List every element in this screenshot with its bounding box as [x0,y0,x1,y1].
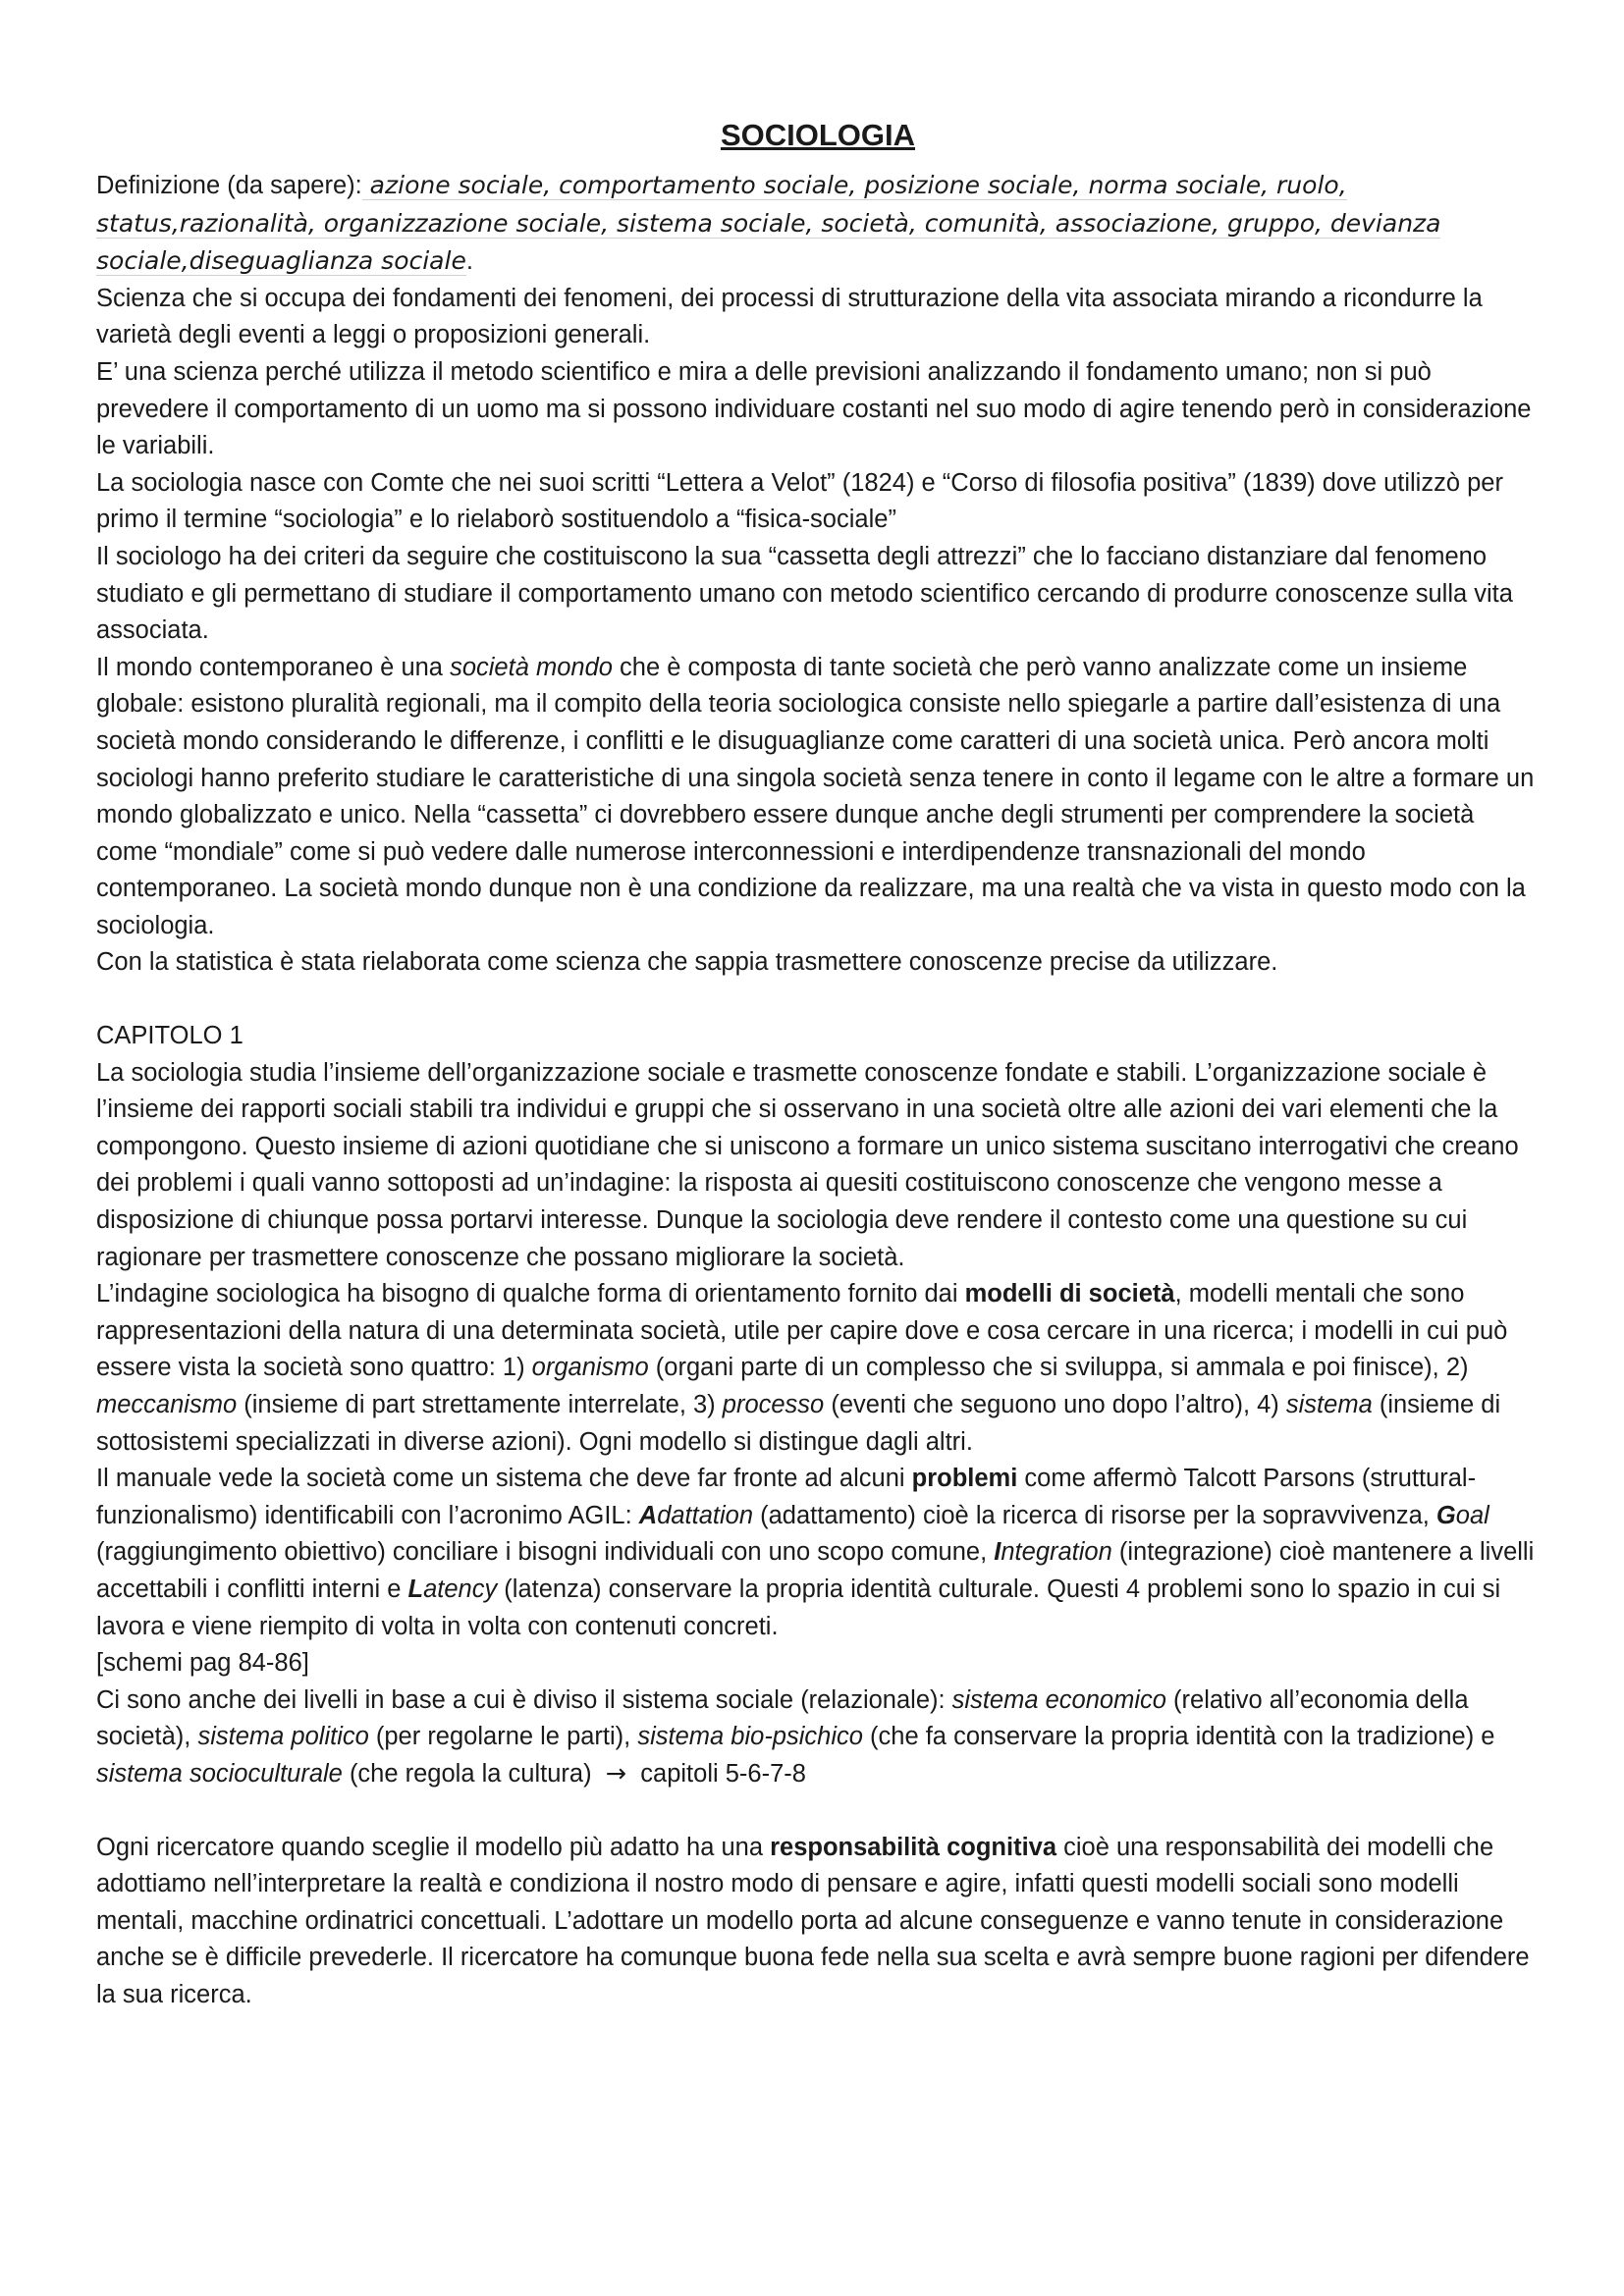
agil-letter: G [1435,1501,1456,1529]
text-run: (adattamento) cioè la ricerca di risorse per la sopravvivenza, [753,1501,1436,1529]
definition-terms: azione sociale, comportamento sociale, posizione sociale, norma sociale, ruolo, status,razionalità, organizzazione sociale, sistema sociale, società, comunità, associazione, gruppo, devianza sociale,diseguaglianza sociale [96,171,1441,276]
text-run: Ogni ricercatore quando sceglie il modello più adatto ha una [96,1833,771,1861]
agil-letter: L [407,1575,424,1603]
chapter-heading: CAPITOLO 1 [96,1022,244,1050]
text-run: (eventi che seguono uno dopo l’altro), 4) [824,1391,1286,1418]
bold-term: modelli di società [964,1280,1175,1308]
italic-term: ntegration [1001,1538,1112,1567]
text-run: (latenza) conservare la propria identità culturale. Questi 4 problemi sono lo spazio in cui si lavora e viene riempito di volta in volta con contenuti concreti. [96,1575,1501,1640]
responsabilita-paragraph [96,1830,1540,2014]
text-run: Il manuale vede la società come un sistema che deve far fronte ad alcuni [96,1465,912,1493]
text-run: (che fa conservare la propria identità con la tradizione) e [862,1723,1495,1751]
text-run: (insieme di part strettamente interrelate, 3) [237,1391,723,1418]
mondo-text-pre: Il mondo contemporaneo è una [96,653,451,681]
italic-term: processo [722,1391,825,1418]
mondo-paragraph [96,650,1540,945]
italic-term: sistema politico [197,1723,369,1751]
italic-term: dattation [657,1501,754,1529]
text-run: (raggiungimento obiettivo) conciliare i bisogni individuali con uno scopo comune, [96,1538,995,1567]
schemi-reference: [schemi pag 84-86] [96,1649,309,1678]
chapter-paragraph-1: La sociologia studia l’insieme dell’organizzazione sociale e trasmette conoscenze fondate e stabili. L’organizzazione sociale è l’insieme dei rapporti sociali stabili tra individui e gruppi che si osservano in una società oltre alle azioni dei vari elementi che la compongono. Questo insieme di azioni quotidiane che si uniscono a formare un unico sistema suscitano interrogativi che creano dei problemi i quali vanno sottoposti ad un’indagine: la risposta ai quesiti costituiscono conoscenze che vengono messe a disposizione di chiunque possa portarvi interesse. Dunque la sociologia deve rendere il contesto come una questione su cui ragionare per trasmettere conoscenze che possano migliorare la società. [96,1058,1519,1271]
intro-paragraph-1: Scienza che si occupa dei fondamenti dei fenomeni, dei processi di strutturazione della vita associata mirando a ricondurre la varietà degli eventi a leggi o proposizioni generali. [96,284,1483,349]
text-run: come affermò Talcott Parsons (struttural-funzionalismo) identificabili con l’acronimo AGIL: [96,1465,1477,1529]
document-page [96,116,1540,2014]
text-run: L’indagine sociologica ha bisogno di qualche forma di orientamento fornito dai [96,1280,965,1308]
definition-label: Definizione (da sapere): [96,172,362,199]
text-run: (per regolarne le parti), [368,1723,638,1751]
italic-term: atency [423,1575,498,1603]
agil-paragraph [96,1461,1540,1682]
text-run: (organi parte di un complesso che si sviluppa, si ammala e poi finisce), 2) [648,1354,1469,1382]
livelli-paragraph [96,1682,1540,1793]
text-run: (integrazione) cioè mantenere a livelli accettabili i conflitti interni e [96,1538,1535,1603]
intro-paragraph-2: E’ una scienza perché utilizza il metodo scientifico e mira a delle previsioni analizzando il fondamento umano; non si può prevedere il comportamento di un uomo ma si possono individuare costanti nel suo modo di agire tenendo però in considerazione le variabili. [96,357,1532,460]
agil-letter: I [994,1538,1001,1567]
italic-term: organismo [531,1354,649,1382]
italic-term: sistema economico [951,1685,1166,1714]
text-run: capitoli 5-6-7-8 [626,1759,806,1788]
bold-term: responsabilità cognitiva [770,1833,1057,1861]
agil-letter: A [638,1501,658,1529]
text-run: (relativo all’economia della società), [96,1685,1469,1751]
text-run: cioè una responsabilità dei modelli che adottiamo nell’interpretare la realtà e condiziona il nostro modo di pensare e agire, infatti questi modelli sociali sono modelli mentali, macchine ordinatrici concettuali. L’adottare un modello porta ad alcune conseguenze e vanno tenute in considerazione anche se è difficile prevederle. Il ricercatore ha comunque buona fede nella sua scelta e avrà sempre buone ragioni per difendere la sua ricerca. [96,1833,1530,2008]
mondo-text-post: che è composta di tante società che però vanno analizzate come un insieme globale: esistono pluralità regionali, ma il compito della teoria sociologica consiste nello spiegarle a partire dall’esistenza di una società mondo considerando le differenze, i conflitti e le disuguaglianze come caratteri di una società unica. Però ancora molti sociologi hanno preferito studiare le caratteristiche di una singola società senza tenere in conto il legame con le altre a formare un mondo globalizzato e unico. Nella “cassetta” ci dovrebbero essere dunque anche degli strumenti per comprendere la società come “mondiale” come si può vedere dalle numerose interconnessioni e interdipendenze transnazionali del mondo contemporaneo. La società mondo dunque non è una condizione da realizzare, ma una realtà che va vista in questo modo con la sociologia. [96,653,1535,939]
italic-term: sistema [1285,1391,1373,1418]
italic-term: sistema socioculturale [96,1759,343,1788]
statistica-paragraph: Con la statistica è stata rielaborata come scienza che sappia trasmettere conoscenze precise da utilizzare. [96,948,1278,977]
italic-term: meccanismo [96,1391,238,1418]
spacer [96,1793,1540,1830]
text-run: (che regola la cultura) [342,1759,606,1788]
modelli-paragraph [96,1276,1540,1461]
arrow-right-icon: → [605,1758,627,1789]
text-run: Ci sono anche dei livelli in base a cui è diviso il sistema sociale (relazionale): [96,1685,952,1714]
text-run: (insieme di sottosistemi specializzati in diverse azioni). Ogni modello si distingue dagli altri. [96,1391,1501,1456]
intro-paragraph-3: La sociologia nasce con Comte che nei suoi scritti “Lettera a Velot” (1824) e “Corso di filosofia positiva” (1839) dove utilizzò per primo il termine “sociologia” e lo rielaborò sostituendolo a “fisica-sociale” [96,468,1503,534]
definition-end: . [465,247,473,276]
italic-term: sistema bio-psichico [637,1723,863,1751]
mondo-term: società mondo [450,653,613,681]
bold-term: problemi [911,1465,1018,1493]
italic-term: oal [1455,1501,1489,1529]
page-title: SOCIOLOGIA [720,118,916,152]
definition-block [96,167,1540,281]
intro-paragraph-4: Il sociologo ha dei criteri da seguire che costituiscono la sua “cassetta degli attrezzi” che lo facciano distanziare dal fenomeno studiato e gli permettano di studiare il comportamento umano con metodo scientifico cercando di produrre conoscenze sulla vita associata. [96,542,1513,645]
text-run: , modelli mentali che sono rappresentazioni della natura di una determinata società, utile per capire dove e cosa cercare in una ricerca; i modelli in cui può essere vista la società sono quattro: 1) [96,1280,1508,1382]
spacer [96,982,1540,1018]
